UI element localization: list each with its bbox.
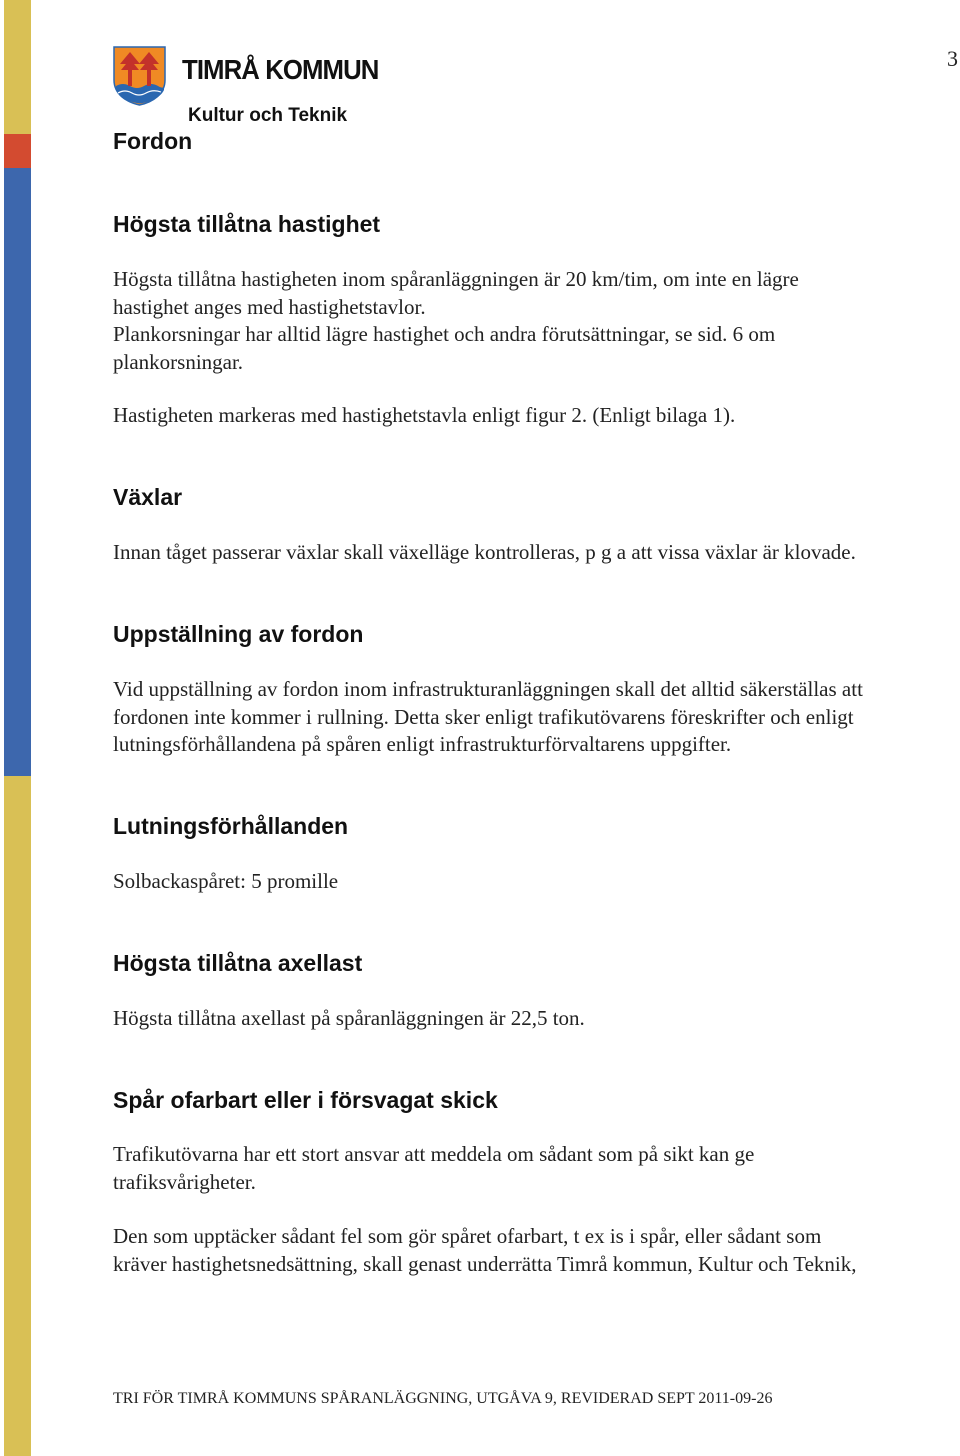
text-line: lutningsförhållandena på spåren enligt infrastrukturförvaltarens uppgifter.	[113, 732, 732, 756]
margin-stripe-yellow-bottom	[4, 776, 31, 1456]
text-line: Plankorsningar har alltid lägre hastighet och andra förutsättningar, se sid. 6 om	[113, 322, 776, 346]
paragraph-track-condition-1	[113, 1141, 948, 1196]
department-name: Kultur och Teknik	[188, 105, 348, 126]
heading-max-axle-load: Högsta tillåtna axellast	[113, 950, 363, 976]
document-footer: TRI FÖR TIMRÅ KOMMUNS SPÅRANLÄGGNING, UTGÅVA 9, REVIDERAD SEPT 2011-09-26	[113, 1390, 773, 1407]
text-line: Hastigheten markeras med hastighetstavla enligt figur 2. (Enligt bilaga 1).	[113, 403, 736, 427]
paragraph-max-axle-load	[113, 1005, 948, 1033]
logo-wordmark: TIMRÅ KOMMUN	[182, 54, 379, 85]
text-line: plankorsningar.	[113, 349, 244, 374]
paragraph-switches	[113, 539, 948, 567]
heading-max-speed: Högsta tillåtna hastighet	[113, 211, 381, 237]
margin-stripe-red	[4, 134, 31, 168]
text-line: fordonen inte kommer i rullning. Detta sker enligt trafikutövarens föreskrifter och enligt	[113, 704, 854, 729]
text-line: Innan tåget passerar växlar skall växelläge kontrolleras, p g a att vissa växlar är klovade.	[113, 540, 856, 564]
margin-stripe-blue	[4, 168, 31, 776]
text-line: Solbackaspåret: 5 promille	[113, 869, 339, 893]
heading-track-condition: Spår ofarbart eller i försvagat skick	[113, 1087, 498, 1113]
paragraph-max-speed	[113, 266, 948, 376]
heading-switches: Växlar	[113, 484, 183, 510]
text-line: Vid uppställning av fordon inom infrastrukturanläggningen skall det alltid säkerställas att	[113, 677, 863, 701]
margin-stripe-yellow-top	[4, 0, 31, 134]
text-line: Den som upptäcker sådant fel som gör spåret ofarbart, t ex is i spår, eller sådant som	[113, 1224, 822, 1248]
timra-coat-of-arms-icon	[113, 46, 166, 106]
text-line: Högsta tillåtna hastigheten inom spåranläggningen är 20 km/tim, om inte en lägre	[113, 267, 799, 291]
text-line: hastighet anges med hastighetstavlor.	[113, 294, 426, 319]
text-line: Högsta tillåtna axellast på spåranläggningen är 22,5 ton.	[113, 1006, 585, 1030]
page-number: 3	[947, 46, 958, 71]
text-line: kräver hastighetsnedsättning, skall genast underrätta Timrå kommun, Kultur och Teknik,	[113, 1251, 857, 1276]
paragraph-gradients	[113, 868, 948, 896]
section-title: Fordon	[113, 128, 193, 154]
heading-vehicle-parking: Uppställning av fordon	[113, 621, 364, 647]
heading-gradients: Lutningsförhållanden	[113, 813, 349, 839]
text-line: trafiksvårigheter.	[113, 1169, 256, 1194]
paragraph-track-condition-2	[113, 1223, 948, 1278]
paragraph-speed-sign	[113, 402, 948, 430]
paragraph-vehicle-parking	[113, 676, 948, 759]
text-line: Trafikutövarna har ett stort ansvar att meddela om sådant som på sikt kan ge	[113, 1142, 755, 1166]
